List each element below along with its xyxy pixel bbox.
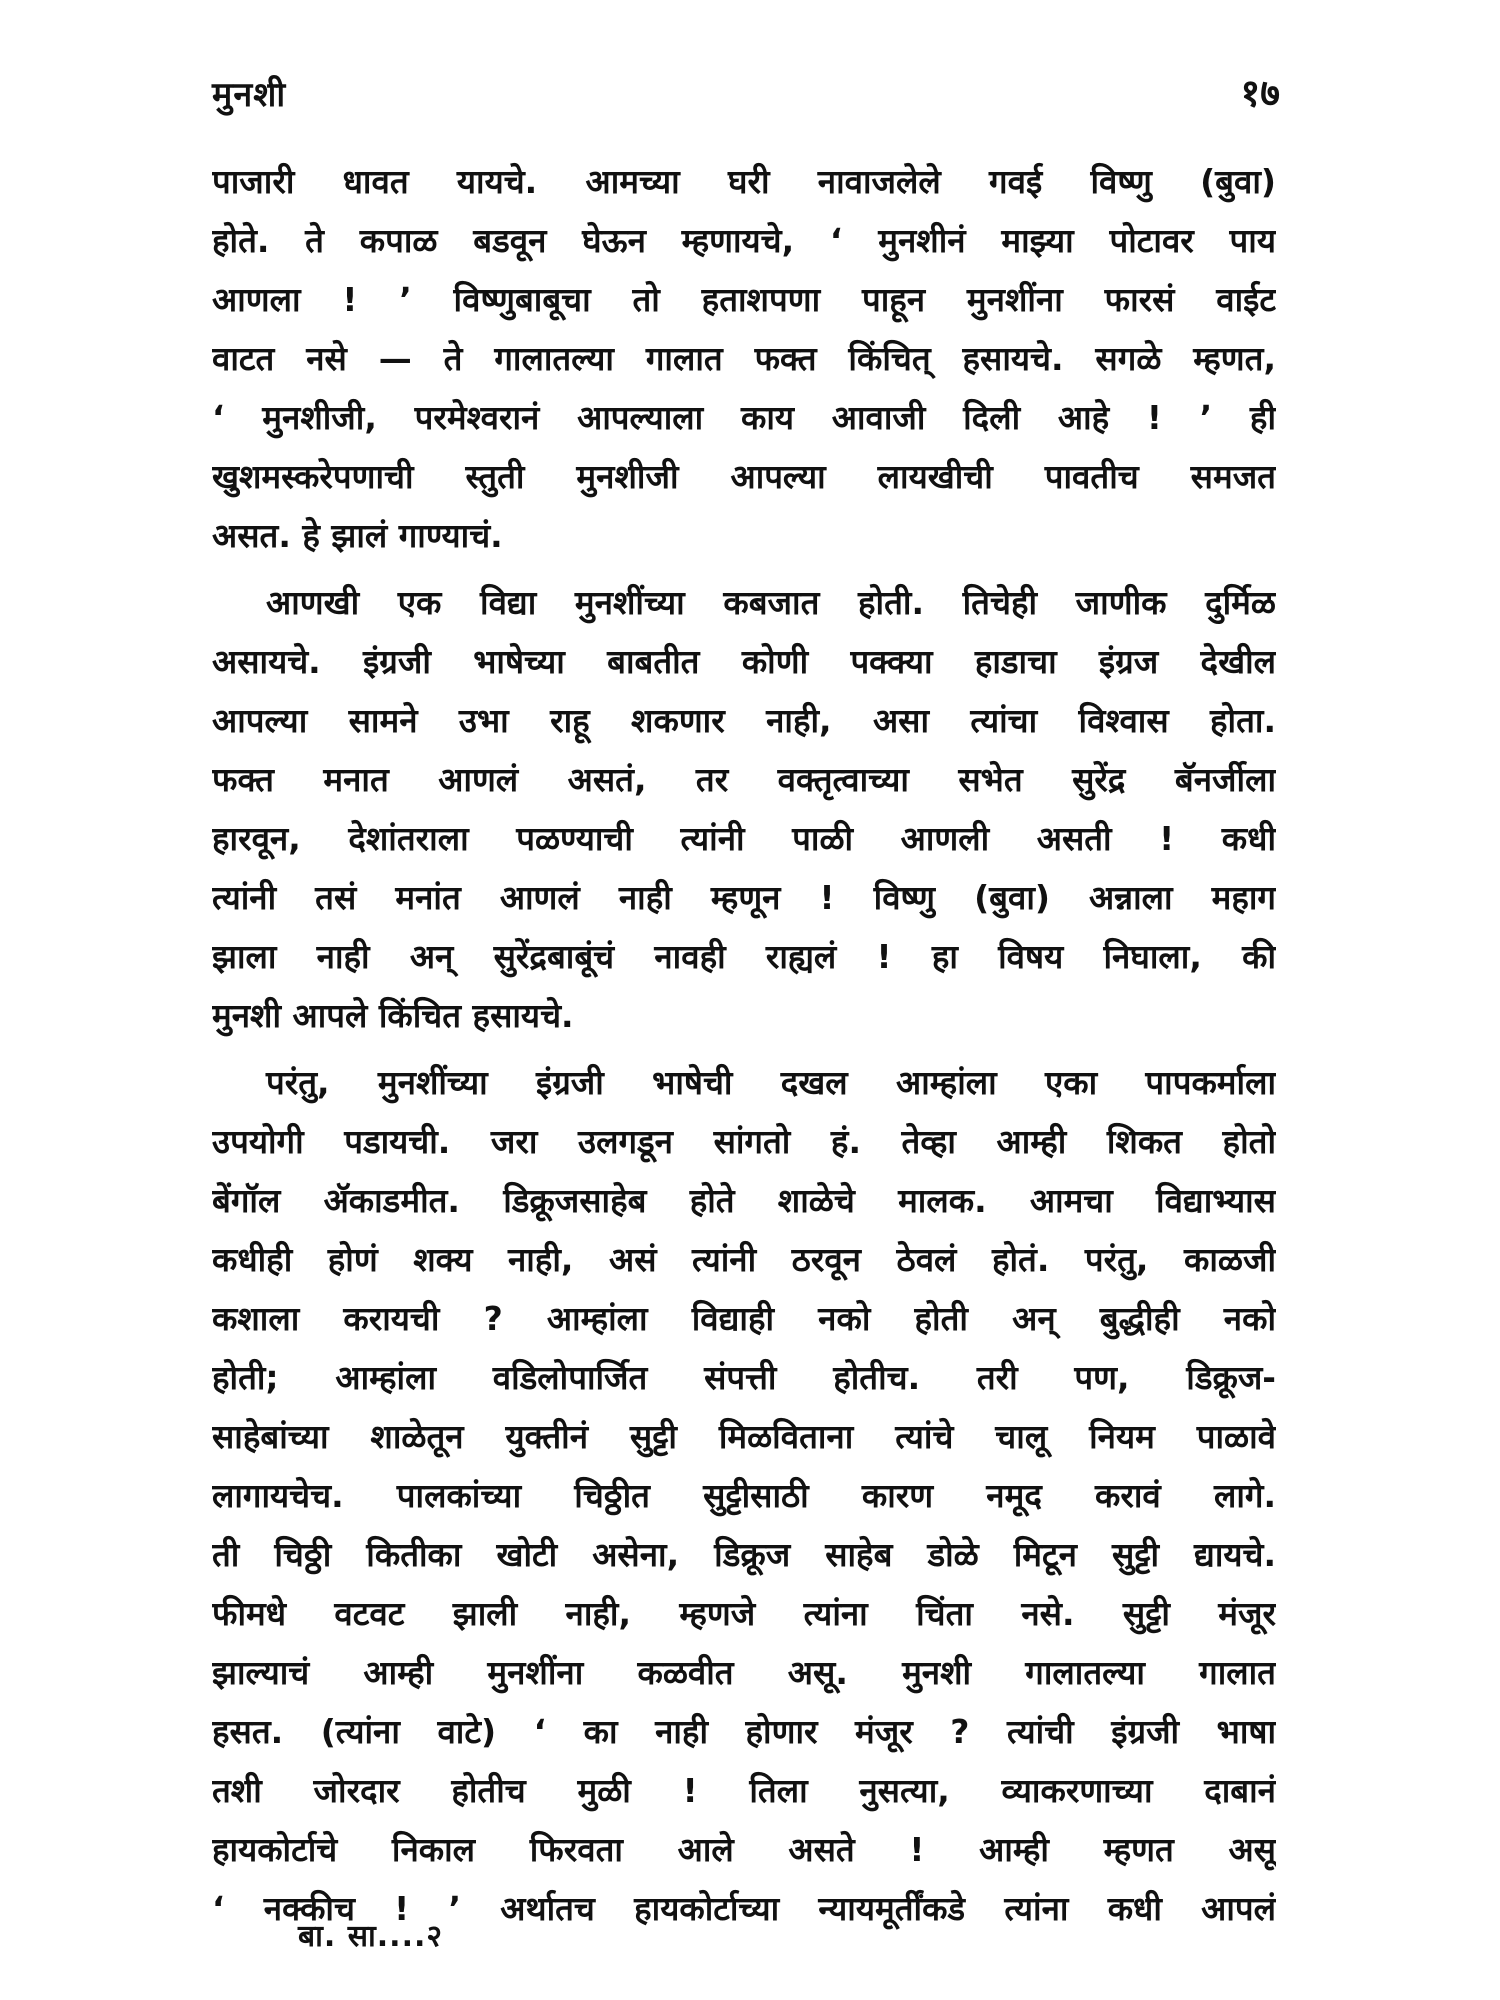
text-line: झाला नाही अन् सुरेंद्रबाबूंचं नावही राह्यलं ! हा विषय निघाला, की	[212, 937, 1276, 976]
body-text	[212, 152, 1276, 1946]
text-line: असत. हे झालं गाण्याचं.	[212, 516, 503, 555]
text-line: वाटत नसे — ते गालातल्या गालात फक्त किंचित् हसायचे. सगळे म्हणत,	[212, 339, 1276, 378]
text-line: फक्त मनात आणलं असतं, तर वक्तृत्वाच्या सभेत सुरेंद्र बॅनर्जीला	[212, 760, 1276, 799]
page-number: १७	[1240, 71, 1280, 115]
text-line: हायकोर्टाचे निकाल फिरवता आले असते ! आम्ही म्हणत असू	[212, 1830, 1276, 1869]
text-line: मुनशी आपले किंचित हसायचे.	[212, 996, 574, 1035]
text-line: होते. ते कपाळ बडवून घेऊन म्हणायचे, ‘ मुनशीनं माझ्या पोटावर पाय	[212, 221, 1276, 260]
text-line: खुशमस्करेपणाची स्तुती मुनशीजी आपल्या लायखीची पावतीच समजत	[212, 457, 1276, 496]
text-line: ‘ मुनशीजी, परमेश्वरानं आपल्याला काय आवाजी दिली आहे ! ’ ही	[212, 398, 1276, 437]
text-line: आणला ! ’ विष्णुबाबूचा तो हताशपणा पाहून मुनशींना फारसं वाईट	[212, 280, 1276, 319]
signature-mark: बा. सा....२	[298, 1919, 443, 1954]
text-line: लागायचेच. पालकांच्या चिठ्ठीत सुट्टीसाठी कारण नमूद करावं लागे.	[212, 1476, 1276, 1515]
text-line: त्यांनी तसं मनांत आणलं नाही म्हणून ! विष्णु (बुवा) अन्नाला महाग	[212, 878, 1276, 917]
text-line: आपल्या सामने उभा राहू शकणार नाही, असा त्यांचा विश्वास होता.	[212, 701, 1276, 740]
running-title: मुनशी	[212, 75, 287, 115]
text-line: होती; आम्हांला वडिलोपार्जित संपत्ती होतीच. तरी पण, डिक्रूज-	[212, 1358, 1276, 1397]
paragraph	[212, 152, 1276, 565]
text-line: हारवून, देशांतराला पळण्याची त्यांनी पाळी आणली असती ! कधी	[212, 819, 1276, 858]
text-line: पाजारी धावत यायचे. आमच्या घरी नावाजलेले गवई विष्णु (बुवा)	[212, 162, 1276, 201]
text-line: फीमधे वटवट झाली नाही, म्हणजे त्यांना चिंता नसे. सुट्टी मंजूर	[212, 1594, 1276, 1633]
text-line: ‘ नक्कीच ! ’ अर्थातच हायकोर्टाच्या न्यायमूर्तींकडे त्यांना कधी आपलं	[212, 1889, 1276, 1928]
paragraph	[212, 1053, 1276, 1938]
text-line: तशी जोरदार होतीच मुळी ! तिला नुसत्या, व्याकरणाच्या दाबानं	[212, 1771, 1276, 1810]
text-line: कशाला करायची ? आम्हांला विद्याही नको होती अन् बुद्धीही नको	[212, 1299, 1276, 1338]
text-line: बेंगॉल ॲकाडमीत. डिक्रूजसाहेब होते शाळेचे मालक. आमचा विद्याभ्यास	[212, 1181, 1276, 1220]
text-line: हसत. (त्यांना वाटे) ‘ का नाही होणार मंजूर ? त्यांची इंग्रजी भाषा	[212, 1712, 1276, 1751]
text-line: परंतु, मुनशींच्या इंग्रजी भाषेची दखल आम्हांला एका पापकर्माला	[266, 1063, 1276, 1102]
text-line: उपयोगी पडायची. जरा उलगडून सांगतो हं. तेव्हा आम्ही शिकत होतो	[212, 1122, 1276, 1161]
text-line: कधीही होणं शक्य नाही, असं त्यांनी ठरवून ठेवलं होतं. परंतु, काळजी	[212, 1240, 1276, 1279]
text-line: आणखी एक विद्या मुनशींच्या कबजात होती. तिचेही जाणीक दुर्मिळ	[266, 583, 1276, 622]
running-header	[212, 62, 1280, 115]
text-line: साहेबांच्या शाळेतून युक्तीनं सुट्टी मिळविताना त्यांचे चालू नियम पाळावे	[212, 1417, 1276, 1456]
text-line: असायचे. इंग्रजी भाषेच्या बाबतीत कोणी पक्क्या हाडाचा इंग्रज देखील	[212, 642, 1276, 681]
text-line: झाल्याचं आम्ही मुनशींना कळवीत असू. मुनशी गालातल्या गालात	[212, 1653, 1276, 1692]
text-line: ती चिठ्ठी कितीका खोटी असेना, डिक्रूज साहेब डोळे मिटून सुट्टी द्यायचे.	[212, 1535, 1276, 1574]
paragraph	[212, 573, 1276, 1045]
